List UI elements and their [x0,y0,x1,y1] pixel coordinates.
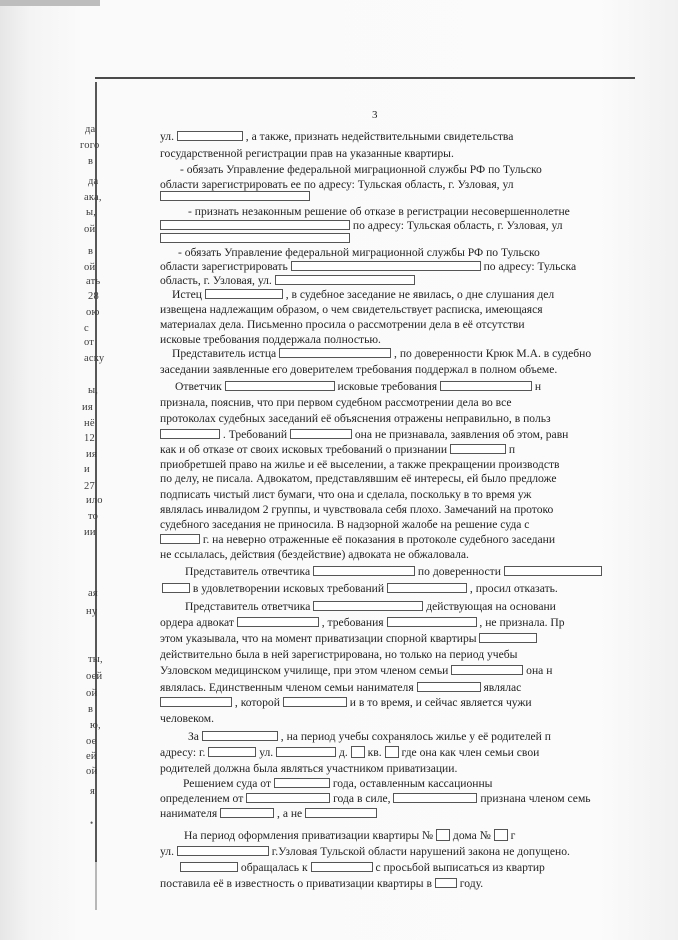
line-text: приобретшей право на жилье и её выселении, а также прекращении производств [160,458,560,471]
redaction-box [450,444,506,454]
redaction-box [451,665,523,675]
text-line [160,428,630,442]
text-line [172,288,630,302]
line-text: ордера адвокат [160,616,234,629]
text-line [160,533,630,547]
line-text: этом указывала, что на момент приватизации спорной квартиры [160,632,477,645]
line-text: На период оформления приватизации квартиры № [184,829,434,842]
redaction-box [202,731,278,741]
redaction-box [313,601,423,611]
line-text: по доверенности [417,565,501,578]
text-line [160,303,630,317]
margin-fragment: ило [86,495,103,506]
line-text: исковые требования поддержала полностью. [160,333,381,346]
text-line [160,219,630,233]
redaction-box [504,566,602,576]
text-line [160,232,630,246]
line-text: ул. [160,130,174,143]
redaction-box [225,381,335,391]
redaction-box [417,682,481,692]
margin-fragment: ой [86,766,98,777]
line-text: признала, пояснив, что при первом судебном рассмотрении дела во все [160,396,512,409]
text-line [188,730,630,744]
text-line [160,616,630,630]
margin-fragment: ая [88,588,98,599]
redaction-box [274,778,330,788]
line-text: Представитель истца [172,347,277,360]
text-line [160,396,630,410]
redaction-box [160,429,220,439]
line-text: как и об отказе от своих исковых требований о признании [160,443,448,456]
margin-fragment: с [84,323,89,334]
line-text: , не признала. Пр [479,616,565,629]
text-line [160,681,630,695]
line-text: За [188,730,199,743]
line-text: поставила её в известность о приватизации квартиры в [160,877,432,890]
redaction-box [290,429,352,439]
redaction-box [246,793,330,803]
redaction-box [283,697,347,707]
redaction-box [387,617,477,627]
line-text: г.Узловая Тульской области нарушений закона не допущено. [271,845,570,858]
margin-fragment: гого [80,140,100,151]
margin-fragment: в [88,246,94,257]
line-text: протоколах судебных заседаний её объяснения отражены неправильно, в польз [160,412,551,425]
redaction-box [436,829,450,841]
line-text: являлась. Единственным членом семьи нанимателя [160,681,414,694]
margin-fragment: ака, [84,192,102,203]
text-line [175,380,630,394]
text-line [160,648,630,662]
line-text: дома № [452,829,491,842]
line-text: году. [459,877,484,890]
redaction-box [440,381,532,391]
redaction-box [479,633,537,643]
line-text: адресу: г. [160,746,206,759]
line-text: , требования [321,616,384,629]
redaction-box [393,793,477,803]
text-line [185,565,630,579]
margin-fragment: ия [86,449,97,460]
line-text: г. на неверно отраженные её показания в протоколе судебного заседани [202,533,556,546]
redaction-box [160,697,232,707]
line-text: по адресу: Тульская область, г. Узловая, ул [352,219,563,232]
line-text: Ответчик [175,380,222,393]
margin-fragment: ну [86,606,98,617]
redaction-box [160,534,200,544]
line-text: родителей должна была являться участником приватизации. [160,762,458,775]
text-line [160,130,630,144]
redaction-box [160,233,350,243]
line-text: заседании заявленные его доверителем требования поддержал в полном объеме. [160,363,558,376]
margin-fragment: в [88,704,94,715]
line-text: область, г. Узловая, ул. [160,274,272,287]
margin-fragment: ое [86,736,97,747]
line-text: , на период учебы сохранялось жилье у её родителей п [280,730,551,743]
line-text: с просьбой выписаться из квартир [375,861,545,874]
redaction-box [435,878,457,888]
line-text: она не признавала, заявления об этом, равн [354,428,569,441]
line-text: д. [339,746,348,759]
text-line [180,861,630,875]
text-line [180,163,630,177]
text-line [160,807,630,821]
redaction-box [237,617,319,627]
text-line [188,205,630,219]
margin-fragment: да [85,124,96,135]
redaction-box [387,583,467,593]
margin-fragment: ю, [90,720,101,731]
line-text: человеком. [160,712,214,725]
text-line [160,458,630,472]
line-text: , которой [234,696,280,709]
line-text: исковые требования [337,380,438,393]
text-line [160,696,630,710]
line-text: г [510,829,516,842]
margin-fragment: ия [82,402,93,413]
line-text: . Требований [222,428,288,441]
line-text: - обязать Управление федеральной миграционной службы РФ по Тульско [180,163,542,176]
text-line [160,746,630,760]
line-text: признана членом семь [480,792,591,805]
redaction-box [276,747,336,757]
redaction-box [305,808,377,818]
text-line [178,246,630,260]
line-text: извещена надлежащим образом, о чем свидетельствует расписка, имеющаяся [160,303,543,316]
margin-fragment: 12 [84,433,95,444]
margin-fragment: аску [84,353,105,364]
line-text: , просил отказать. [469,582,558,595]
text-line [160,632,630,646]
text-line [160,147,630,161]
margin-fragment: 27 [84,481,95,492]
text-line [160,877,630,891]
line-text: - обязать Управление федеральной миграционной службы РФ по Тульско [178,246,540,259]
line-text: по делу, не писала. Адвокатом, представлявшим её интересы, ей было предложе [160,472,557,485]
redaction-box [275,275,415,285]
text-line [160,472,630,486]
text-line [160,412,630,426]
redaction-box [385,746,399,758]
margin-fragment: ать [86,276,101,287]
margin-fragment: ей [86,751,97,762]
margin-fragment: ии [84,527,96,538]
margin-fragment: то [88,511,99,522]
redaction-box [177,846,269,856]
text-line [160,318,630,332]
text-line [162,582,630,596]
redaction-box [205,289,283,299]
margin-fragment: ою [86,307,100,318]
line-text: обращалась к [240,861,308,874]
margin-fragment: нё [84,418,95,429]
text-line [160,260,630,274]
redaction-box [177,131,243,141]
line-text: , а также, признать недействительными свидетельства [245,130,514,143]
line-text: ул. [259,746,274,759]
redaction-box [311,862,373,872]
text-line [160,792,630,806]
line-text: и в то время, и сейчас является чужи [349,696,532,709]
line-text: , а не [277,807,303,820]
line-text: не ссылалась, действия (бездействие) адвоката не обжаловала. [160,548,469,561]
line-text: по адресу: Тульска [483,260,577,273]
redaction-box [279,348,391,358]
text-line [160,443,630,457]
redaction-box [494,829,508,841]
line-text: Истец [172,288,202,301]
text-line [160,518,630,532]
text-line [185,600,630,614]
redaction-box [160,220,350,230]
line-text: области зарегистрировать [160,260,288,273]
text-line [160,333,630,347]
page-fold-shadow [0,0,100,6]
line-text: н [534,380,542,393]
redaction-box [208,747,256,757]
line-text: Представитель отвечтика [185,565,311,578]
line-text: п [508,443,516,456]
line-text: действительно была в ней зарегистрирована, но только на период учебы [160,648,518,661]
margin-fragment: ой [84,262,96,273]
left-margin-line-faint [95,860,97,910]
scan-artifact: • [90,818,94,828]
line-text: года, оставленным кассационны [332,777,493,790]
margin-fragment: и [84,464,90,475]
line-text: являлас [483,681,522,694]
line-text: Решением суда от [183,777,272,790]
line-text: подписать чистый лист бумаги, что она и сделала, поскольку в то время уж [160,488,532,501]
redaction-box [313,566,415,576]
margin-fragment: от [84,337,95,348]
redaction-box [162,583,190,593]
header-rule [95,77,635,79]
line-text: государственной регистрации прав на указанные квартиры. [160,147,454,160]
margin-fragment: ы, [86,207,97,218]
margin-fragment: в [88,156,94,167]
line-text: , по доверенности Крюк М.А. в судебно [394,347,592,360]
line-text: она н [526,664,553,677]
line-text: Представитель ответчика [185,600,311,613]
line-text: судебного заседания не приносила. В надзорной жалобе на решение суда с [160,518,530,531]
page-number: 3 [372,109,378,121]
line-text: в удовлетворении исковых требований [192,582,385,595]
margin-fragment: ой [84,224,96,235]
line-text: нанимателя [160,807,218,820]
margin-fragment: оей [86,671,103,682]
line-text: , в судебное заседание не явилась, о дне слушания дел [285,288,555,301]
line-text: материалах дела. Письменно просила о рассмотрении дела в её отсутстви [160,318,525,331]
text-line [172,347,630,361]
margin-fragment: я [90,786,96,797]
text-line [160,363,630,377]
redaction-box [180,862,238,872]
text-line [160,503,630,517]
margin-fragment: ты, [88,654,103,665]
line-text: области зарегистрировать ее по адресу: Тульская область, г. Узловая, ул [160,178,514,191]
text-line [183,777,630,791]
line-text: - признать незаконным решение об отказе в регистрации несовершеннолетне [188,205,570,218]
line-text: действующая на основани [426,600,556,613]
line-text: где она как член семьи свои [401,746,540,759]
line-text: кв. [367,746,382,759]
text-line [160,548,630,562]
text-line [160,190,630,204]
text-line [160,274,630,288]
redaction-box [160,191,310,201]
margin-fragment: ы, [88,385,99,396]
margin-fragment: ой [86,688,98,699]
line-text: года в силе, [333,792,391,805]
line-text: ул. [160,845,174,858]
text-line [160,762,630,776]
text-line [184,829,630,843]
redaction-box [220,808,274,818]
redaction-box [351,746,365,758]
line-text: определением от [160,792,244,805]
text-line [160,845,630,859]
redaction-box [291,261,481,271]
text-line [160,712,630,726]
line-text: являлась инвалидом 2 группы, и чувствовала себя плохо. Замечаний на протоко [160,503,554,516]
line-text: Узловском медицинском училище, при этом членом семьи [160,664,449,677]
text-line [160,488,630,502]
margin-fragment: да [88,176,99,187]
margin-fragment: 28 [88,291,99,302]
text-line [160,664,630,678]
